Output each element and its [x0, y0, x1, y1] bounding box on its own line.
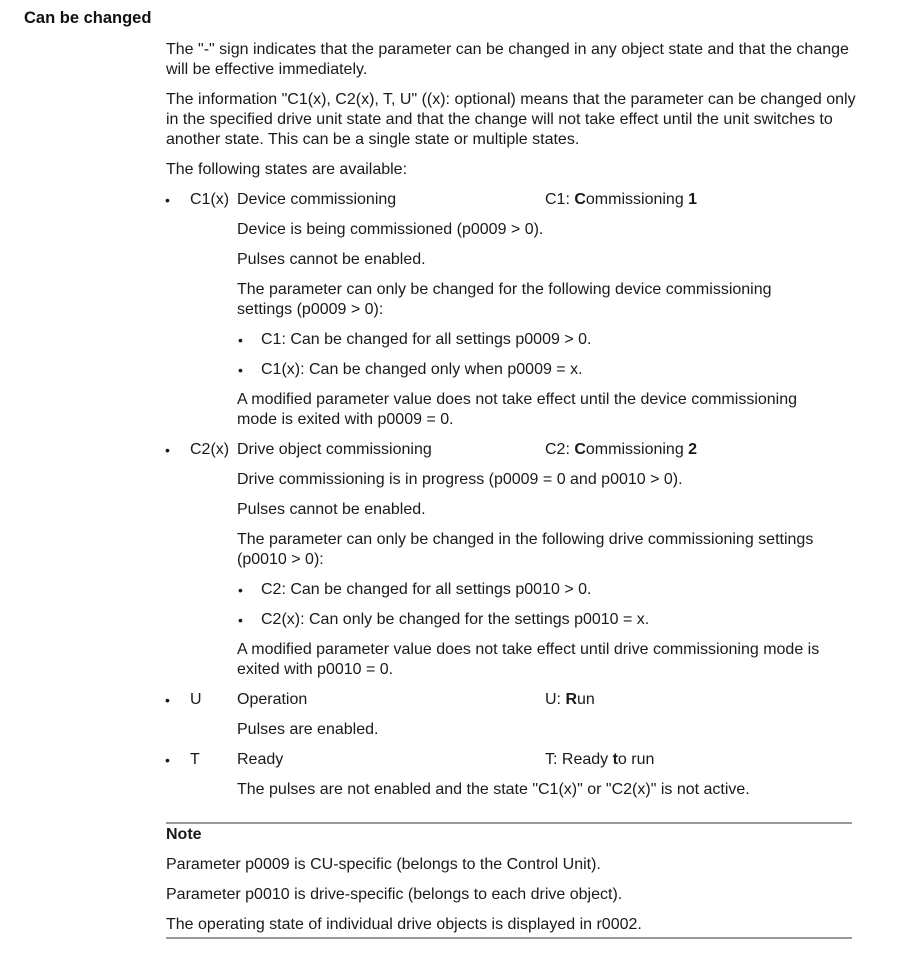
bullet-icon: • [238, 612, 243, 628]
state-name: Operation [237, 691, 308, 708]
bullet-icon: • [238, 362, 243, 378]
bullet-icon: • [238, 332, 243, 348]
note-bottom-divider [166, 937, 852, 939]
sub-item: C2(x): Can only be changed for the settings p0010 = x. [261, 611, 650, 628]
state-description: exited with p0010 = 0. [237, 661, 394, 678]
state-abbreviation: U: Run [545, 691, 595, 708]
state-description: settings (p0009 > 0): [237, 301, 384, 318]
note-line: Parameter p0009 is CU-specific (belongs to the Control Unit). [166, 856, 601, 873]
intro-paragraph-states: The information "C1(x), C2(x), T, U" ((x): optional) means that the parameter can be changed only in the specified drive unit state and that the change will not take effect until the unit switches to another state. This can be a single state or multiple states. [166, 91, 856, 148]
sub-item: C2: Can be changed for all settings p0010 > 0. [261, 581, 592, 598]
state-description: Device is being commissioned (p0009 > 0). [237, 221, 544, 238]
state-code: U [190, 691, 202, 708]
bullet-icon: • [165, 752, 170, 768]
section-heading: Can be changed [24, 9, 152, 27]
state-code: C2(x) [190, 441, 230, 458]
intro-paragraph-available: The following states are available: [166, 161, 408, 178]
note-top-divider [166, 822, 852, 824]
sub-item: C1: Can be changed for all settings p0009 > 0. [261, 331, 592, 348]
note-line: The operating state of individual drive objects is displayed in r0002. [166, 916, 642, 933]
bullet-icon: • [165, 692, 170, 708]
note-title: Note [166, 826, 202, 843]
bullet-icon: • [238, 582, 243, 598]
state-code: C1(x) [190, 191, 230, 208]
state-code: T [190, 751, 200, 768]
state-description: Drive commissioning is in progress (p0009 = 0 and p0010 > 0). [237, 471, 683, 488]
state-name: Device commissioning [237, 191, 397, 208]
bullet-icon: • [165, 442, 170, 458]
state-abbreviation: C1: Commissioning 1 [545, 191, 698, 208]
state-abbreviation: C2: Commissioning 2 [545, 441, 698, 458]
sub-item: C1(x): Can be changed only when p0009 = x. [261, 361, 583, 378]
state-description: The parameter can only be changed in the following drive commissioning settings [237, 531, 814, 548]
state-description: mode is exited with p0009 = 0. [237, 411, 454, 428]
state-abbreviation: T: Ready to run [545, 751, 655, 768]
state-description: The parameter can only be changed for the following device commissioning [237, 281, 772, 298]
state-description: Pulses cannot be enabled. [237, 251, 426, 268]
intro-paragraph-dash: The "-" sign indicates that the parameter can be changed in any object state and that the change will be effective immediately. [166, 41, 849, 78]
note-line: Parameter p0010 is drive-specific (belongs to each drive object). [166, 886, 623, 903]
state-name: Drive object commissioning [237, 441, 432, 458]
state-description: A modified parameter value does not take effect until drive commissioning mode is [237, 641, 820, 658]
state-description: A modified parameter value does not take effect until the device commissioning [237, 391, 798, 408]
state-description: The pulses are not enabled and the state "C1(x)" or "C2(x)" is not active. [237, 781, 750, 798]
state-description: Pulses cannot be enabled. [237, 501, 426, 518]
state-description: Pulses are enabled. [237, 721, 379, 738]
bullet-icon: • [165, 192, 170, 208]
state-name: Ready [237, 751, 284, 768]
state-description: (p0010 > 0): [237, 551, 324, 568]
